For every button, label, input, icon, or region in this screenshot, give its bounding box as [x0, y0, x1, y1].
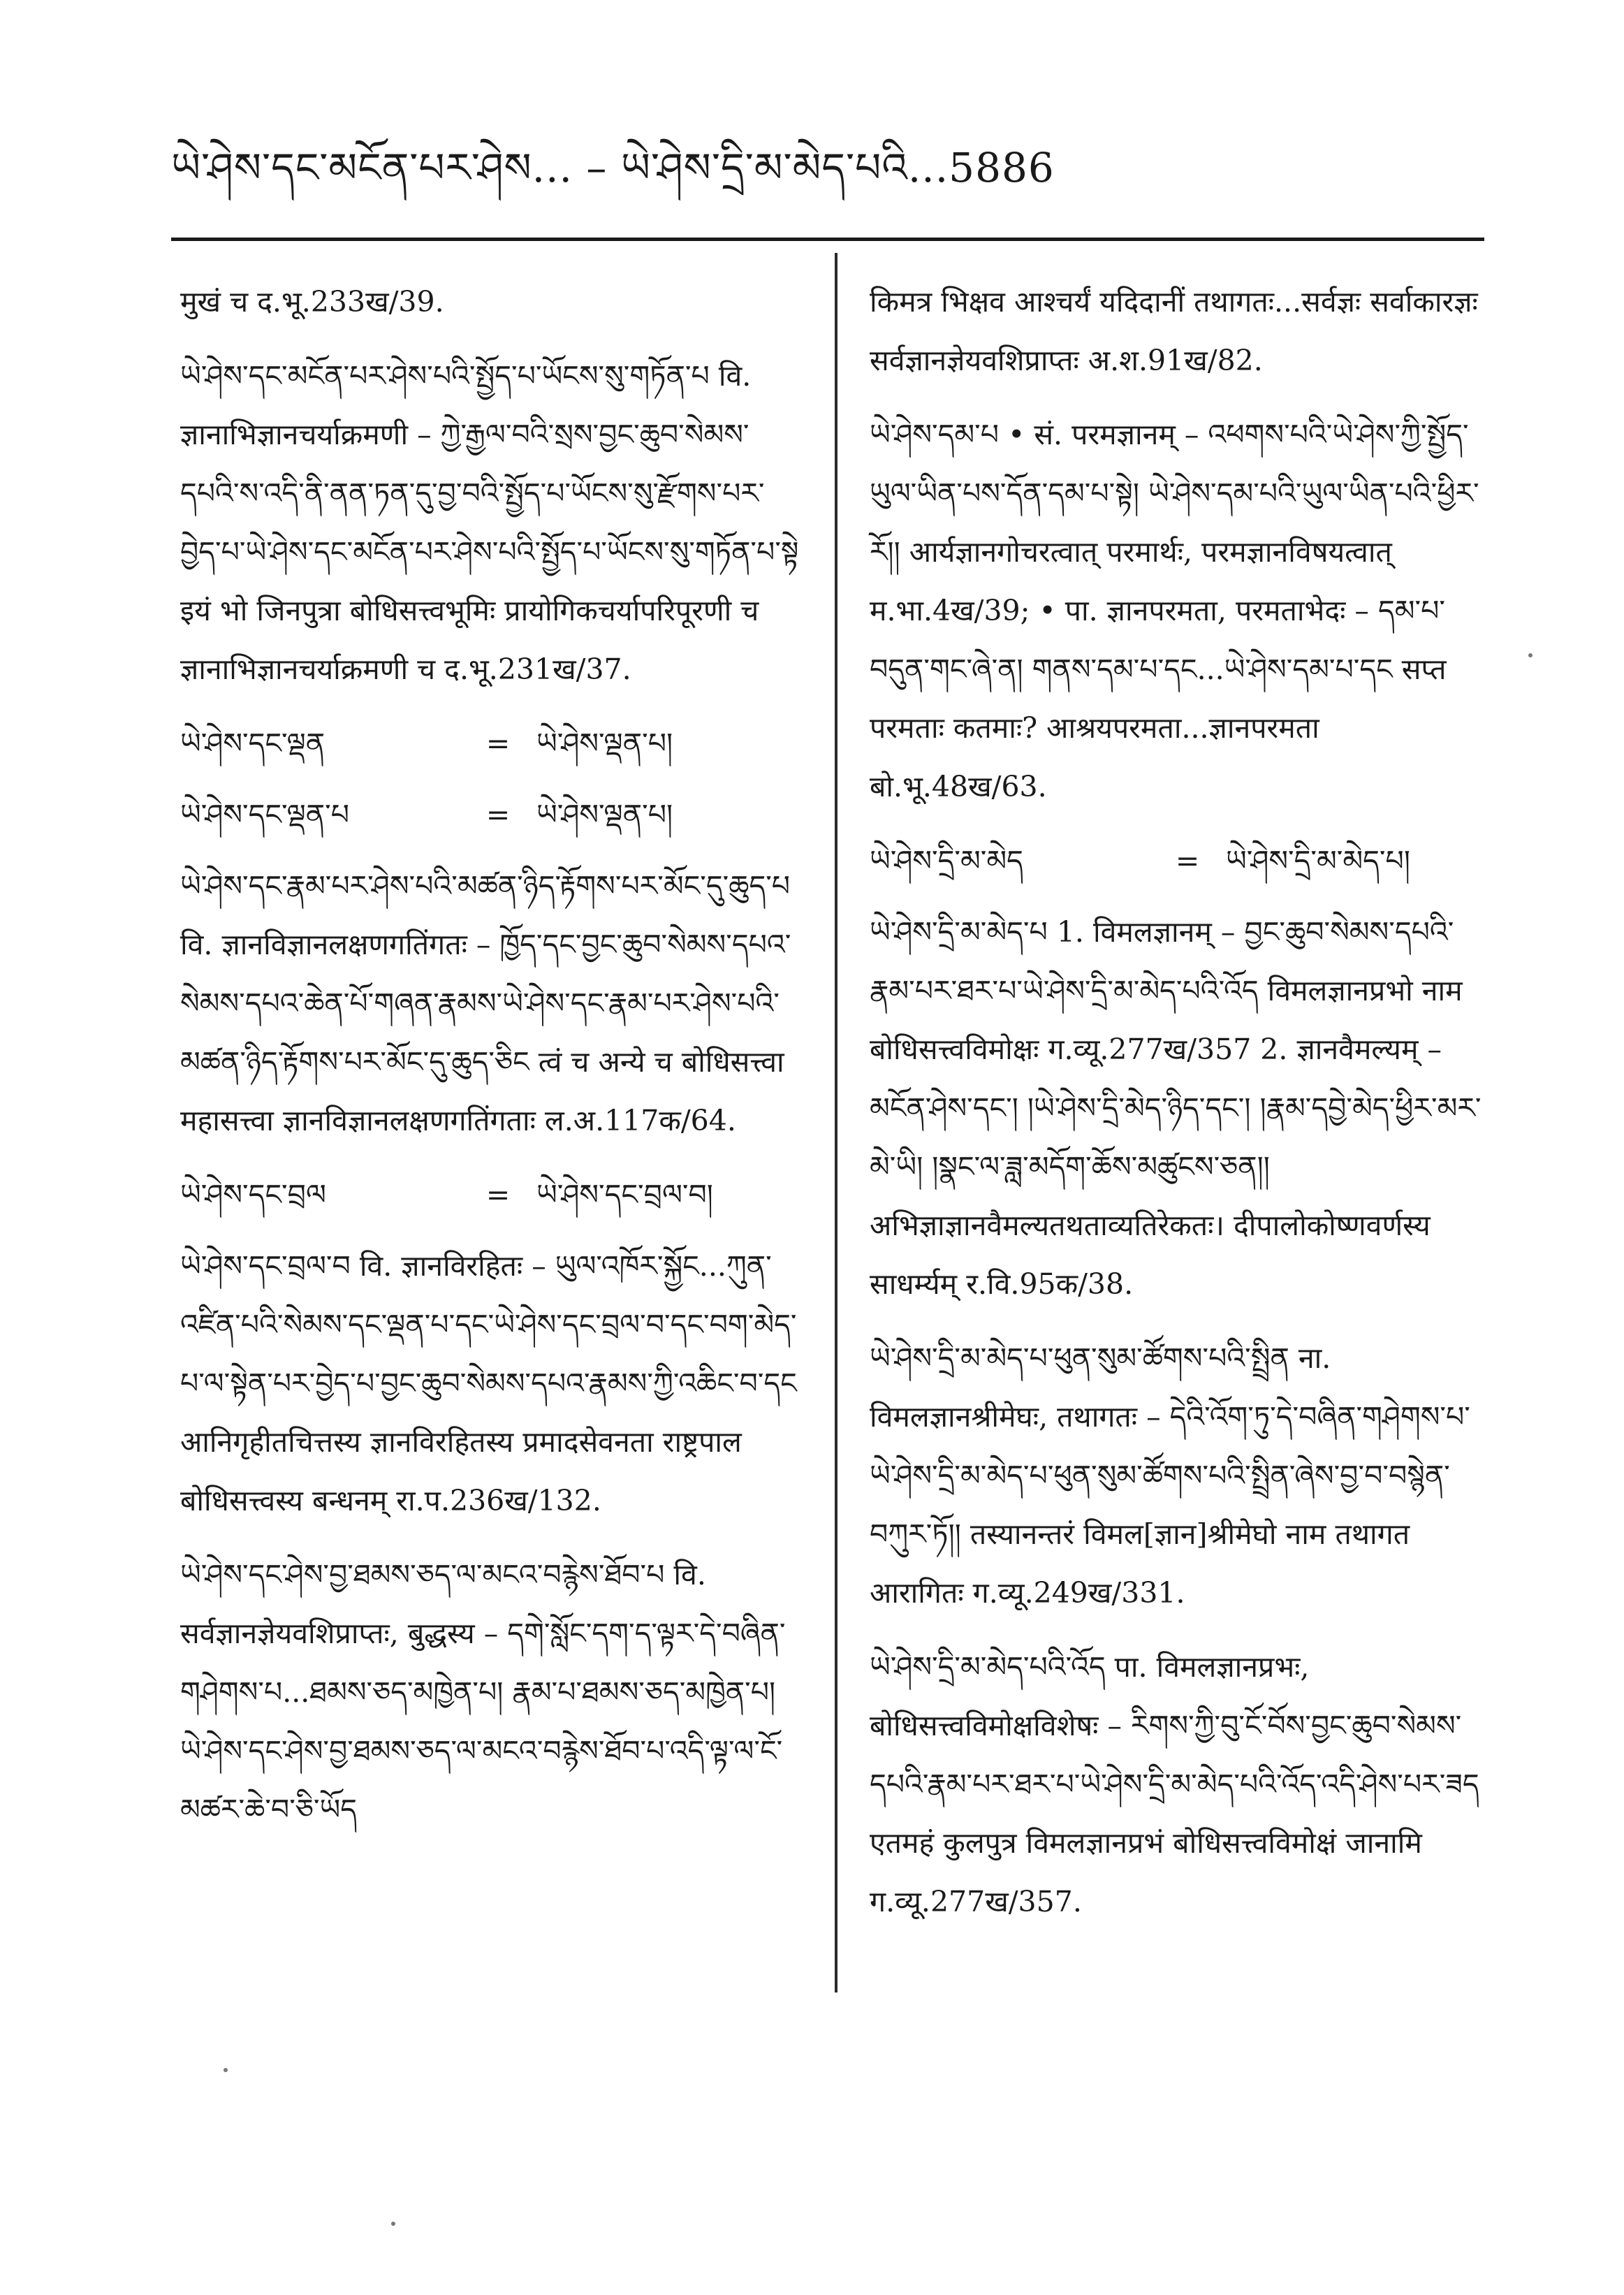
- dictionary-entry: ཡེ་ཤེས་དམ་པ • सं. परमज्ञानम् – འཕགས་པའི་ཡེ་ཤེས་ཀྱི་སྤྱོད་ཡུལ་ཡིན་པས་དོན་དམ་པ་སྟེ། ཡེ་ཤེས་དམ་པའི་ཡུལ་ཡིན་པའི་ཕྱིར་རོ།། आर्यज्ञानगोचरत्वात् परमार्थः, परमज्ञानविषयत्वात् म.भा.4ख/39; • पा. ज्ञानपरमता, परमताभेदः – དམ་པ་བདུན་གང་ཞེ་ན། གནས་དམ་པ་དང...ཡེ་ཤེས་དམ་པ་དང सप्त परमताः कतमाः? आश्रयपरमता...ज्ञानपरमता बो.भू.48ख/63.: [870, 418, 1479, 803]
- equals-sign: =: [485, 1178, 511, 1211]
- right-column: [870, 272, 1484, 1946]
- cross-ref-target: ཡེ་ཤེས་ལྡན་པ།: [536, 727, 673, 760]
- cross-reference: [870, 831, 1484, 890]
- running-header: ཡེ་ཤེས་དང་མངོན་པར་ཤེས... – ཡེ་ཤེས་དྲི་མ་མེད་པའི...5886: [171, 144, 1055, 191]
- cross-reference: [180, 714, 805, 773]
- dictionary-entry: ཡེ་ཤེས་དྲི་མ་མེད་པ་ཕུན་སུམ་ཚོགས་པའི་སྤྲིན ना. विमलज्ञानश्रीमेघः, तथागतः – དེའི་འོག་ཏུ་དེ་བཞིན་གཤེགས་པ་ཡེ་ཤེས་དྲི་མ་མེད་པ་ཕུན་སུམ་ཚོགས་པའི་སྤྲིན་ཞེས་བྱ་བ་བསྙེན་བཀུར་ཏོ།། तस्यानन्तरं विमल[ज्ञान]श्रीमेघो नाम तथागत आरागितः ग.व्यू.249ख/331.: [870, 1341, 1470, 1610]
- cross-ref-term: ཡེ་ཤེས་དང་ལྡན་པ: [180, 798, 349, 831]
- cross-ref-target: ཡེ་ཤེས་དྲི་མ་མེད་པ།: [1226, 844, 1410, 877]
- cross-ref-term: ཡེ་ཤེས་དྲི་མ་མེད: [870, 844, 1023, 877]
- dictionary-entry: ཡེ་ཤེས་དང་ཤེས་བྱ་ཐམས་ཅད་ལ་མངའ་བརྙེས་ཐོབ་པ वि. सर्वज्ञानज्ञेयवशिप्राप्तः, बुद्धस्य – དགེ་སློང་དག་ད་ལྟར་དེ་བཞིན་གཤེགས་པ...ཐམས་ཅད་མཁྱེན་པ། རྣམ་པ་ཐམས་ཅད་མཁྱེན་པ། ཡེ་ཤེས་དང་ཤེས་བྱ་ཐམས་ཅད་ལ་མངའ་བརྙེས་ཐོབ་པ་འདི་ལྟ་ལ་ངོ་མཚར་ཆེ་བ་ཅི་ཡོད: [180, 1558, 786, 1826]
- left-column: [180, 272, 805, 1854]
- dictionary-entry: ཡེ་ཤེས་དང་མངོན་པར་ཤེས་པའི་སྤྱོད་པ་ཡོངས་སུ་གཏོན་པ वि. ज्ञानाभिज्ञानचर्याक्रमणी – ཀྱེ་རྒྱལ་བའི་སྲས་བྱང་ཆུབ་སེམས་དཔའི་ས་འདི་ནི་ནན་ཏན་དུ་བྱ་བའི་སྤྱོད་པ་ཡོངས་སུ་རྫོགས་པར་བྱེད་པ་ཡེ་ཤེས་དང་མངོན་པར་ཤེས་པའི་སྤྱོད་པ་ཡོངས་སུ་གཏོན་པ་སྟེ इयं भो जिनपुत्रा बोधिसत्त्वभूमिः प्रायोगिकचर्यापरिपूरणी च ज्ञानाभिज्ञानचर्याक्रमणी च द.भू.231ख/37.: [180, 359, 799, 686]
- dictionary-entry: मुखं च द.भू.233ख/39.: [180, 285, 444, 319]
- header-rule: [171, 238, 1484, 241]
- equals-sign: =: [485, 798, 511, 831]
- equals-sign: =: [1175, 844, 1200, 877]
- cross-ref-target: ཡེ་ཤེས་དང་བྲལ་བ།: [536, 1178, 713, 1211]
- cross-reference: [180, 1165, 805, 1224]
- cross-ref-target: ཡེ་ཤེས་ལྡན་པ།: [536, 798, 673, 831]
- cross-ref-term: ཡེ་ཤེས་དང་བྲལ: [180, 1178, 326, 1211]
- dictionary-entry: ཡེ་ཤེས་དྲི་མ་མེད་པ 1. विमलज्ञानम् – བྱང་ཆུབ་སེམས་དཔའི་རྣམ་པར་ཐར་པ་ཡེ་ཤེས་དྲི་མ་མེད་པའི་འོད विमलज्ञानप्रभो नाम बोधिसत्त्वविमोक्षः ग.व्यू.277ख/357 2. ज्ञानवैमल्यम् – མངོན་ཤེས་དང་། །ཡེ་ཤེས་དྲི་མེད་ཉིད་དང་། །རྣམ་དབྱེ་མེད་ཕྱིར་མར་མེ་ཡི། །སྣང་ལ་ཟླ་མདོག་ཆོས་མཚུངས་ཅན།། अभिज्ञाज्ञानवैमल्यतथताव्यतिरेकतः। दीपालोकोष्णवर्णस्य साधर्म्यम् र.वि.95क/38.: [870, 915, 1482, 1301]
- cross-reference: [180, 785, 805, 844]
- dictionary-entry: किमत्र भिक्षव आश्चर्यं यदिदानीं तथागतः...सर्वज्ञः सर्वाकारज्ञः सर्वज्ञानज्ञेयवशिप्राप्तः अ.श.91ख/82.: [870, 285, 1478, 377]
- scan-speck: [224, 2068, 228, 2072]
- scan-speck: [391, 2222, 395, 2226]
- dictionary-entry: ཡེ་ཤེས་དྲི་མ་མེད་པའི་འོད पा. विमलज्ञानप्रभः, बोधिसत्त्वविमोक्षविशेषः – རིགས་ཀྱི་བུ་ངོ་བོས་བྱང་ཆུབ་སེམས་དཔའི་རྣམ་པར་ཐར་པ་ཡེ་ཤེས་དྲི་མ་མེད་པའི་འོད་འདི་ཤེས་པར་ཟད एतमहं कुलपुत्र विमलज्ञानप्रभं बोधिसत्त्वविमोक्षं जानामि ग.व्यू.277ख/357.: [870, 1650, 1479, 1918]
- dictionary-entry: ཡེ་ཤེས་དང་བྲལ་བ वि. ज्ञानविरहितः – ཡུལ་འཁོར་སྐྱོང...ཀུན་འཛིན་པའི་སེམས་དང་ལྡན་པ་དང་ཡེ་ཤེས་དང་བྲལ་བ་དང་བག་མེད་པ་ལ་སྟེན་པར་བྱེད་པ་བྱང་ཆུབ་སེམས་དཔའ་རྣམས་ཀྱི་འཆིང་བ་དང आनिगृहीतचित्तस्य ज्ञानविरहितस्य प्रमादसेवनता राष्ट्रपाल बोधिसत्त्वस्य बन्धनम् रा.प.236ख/132.: [180, 1249, 797, 1517]
- column-divider: [835, 253, 837, 1992]
- equals-sign: =: [485, 727, 511, 760]
- cross-ref-term: ཡེ་ཤེས་དང་ལྡན: [180, 727, 325, 760]
- dictionary-entry: ཡེ་ཤེས་དང་རྣམ་པར་ཤེས་པའི་མཚན་ཉིད་རྟོགས་པར་མོང་དུ་ཆུད་པ वि. ज्ञानविज्ञानलक्षणगतिंगतः – ཁྱོད་དང་བྱང་ཆུབ་སེམས་དཔའ་སེམས་དཔའ་ཆེན་པོ་གཞན་རྣམས་ཡེ་ཤེས་དང་རྣམ་པར་ཤེས་པའི་མཚན་ཉིད་རྟོགས་པར་མོང་དུ་ཆུད་ཅིང त्वं च अन्ये च बोधिसत्त्वा महासत्त्वा ज्ञानविज्ञानलक्षणगतिंगताः ल.अ.117क/64.: [180, 869, 791, 1137]
- scan-speck: [1528, 653, 1532, 657]
